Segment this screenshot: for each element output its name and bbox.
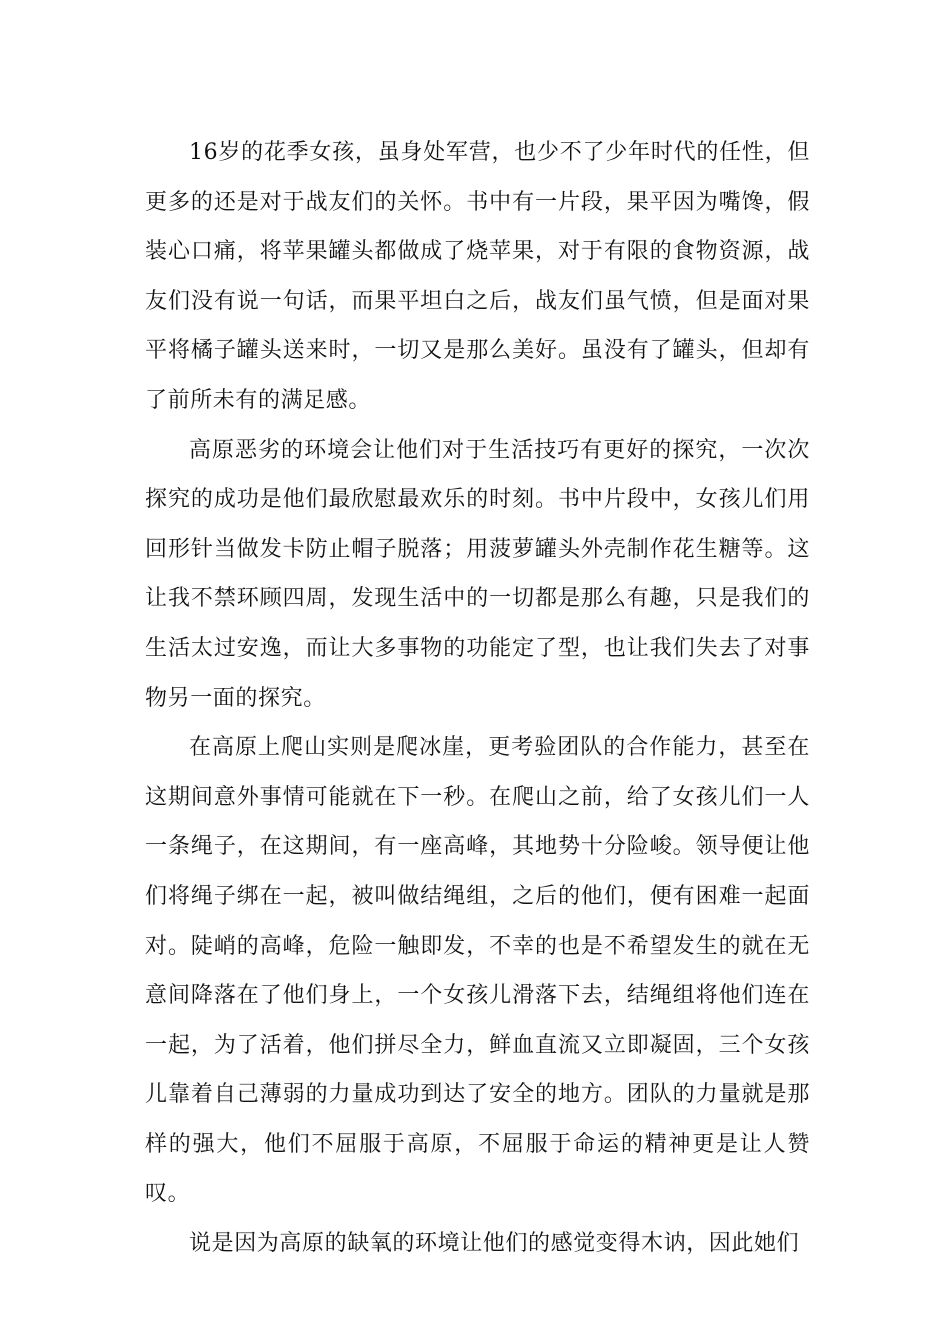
paragraph-3: 在高原上爬山实则是爬冰崖，更考验团队的合作能力，甚至在这期间意外事情可能就在下一秒。在爬山之前，给了女孩儿们一人一条绳子，在这期间，有一座高峰，其地势十分险峻。领导便让他们将绳子绑在一起，被叫做结绳组，之后的他们，便有困难一起面对。陡峭的高峰，危险一触即发，不幸的也是不希望发生的就在无意间降落在了他们身上，一个女孩儿滑落下去，结绳组将他们连在一起，为了活着，他们拼尽全力，鲜血直流又立即凝固，三个女孩儿靠着自己薄弱的力量成功到达了安全的地方。团队的力量就是那样的强大，他们不屈服于高原，不屈服于命运的精神更是让人赞叹。 xyxy=(145,735,810,1207)
paragraph-4: 说是因为高原的缺氧的环境让他们的感觉变得木讷，因此她们 xyxy=(189,1231,800,1257)
document-body xyxy=(145,128,810,1269)
paragraph-2: 高原恶劣的环境会让他们对于生活技巧有更好的探究，一次次探究的成功是他们最欣慰最欢乐的时刻。书中片段中，女孩儿们用回形针当做发卡防止帽子脱落；用菠萝罐头外壳制作花生糖等。这让我不禁环顾四周，发现生活中的一切都是那么有趣，只是我们的生活太过安逸，而让大多事物的功能定了型，也让我们失去了对事物另一面的探究。 xyxy=(145,437,810,711)
paragraph-1: 16岁的花季女孩，虽身处军营，也少不了少年时代的任性，但更多的还是对于战友们的关怀。书中有一片段，果平因为嘴馋，假装心口痛，将苹果罐头都做成了烧苹果，对于有限的食物资源，战友们没有说一句话，而果平坦白之后，战友们虽气愤，但是面对果平将橘子罐头送来时，一切又是那么美好。虽没有了罐头，但却有了前所未有的满足感。 xyxy=(145,140,810,413)
